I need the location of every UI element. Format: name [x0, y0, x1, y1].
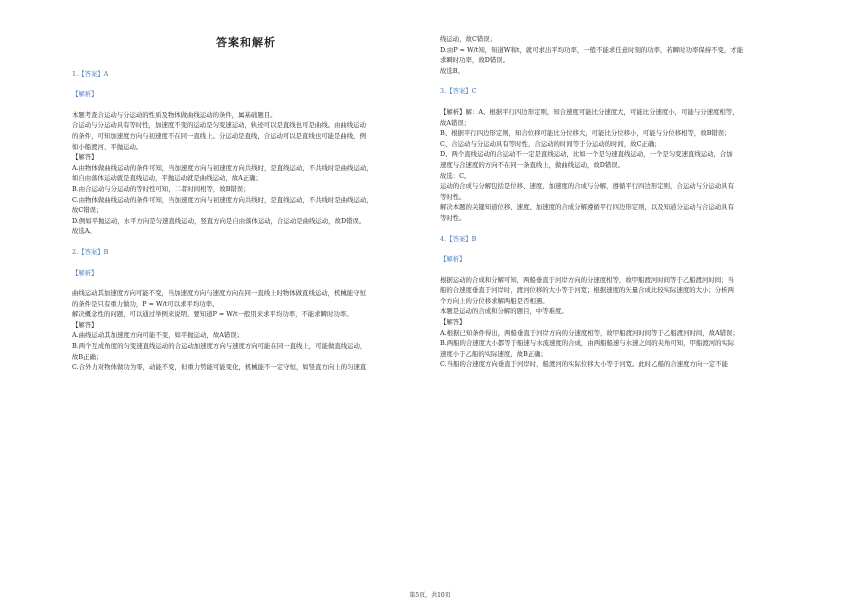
text-line: A.由物体做曲线运动的条件可知，当加速度方向与初速度方向共线时，是直线运动，不共线时是曲线运动，: [72, 163, 373, 172]
text-line: 船的合速度垂直于河岸时，渡河位移的大小等于河宽；根据速度的矢量合成比较实际速度的大小；分析两: [440, 286, 734, 295]
text-line: C.当船的合速度方向垂直于河岸时，船渡河的实际位移大小等于河宽。此时乙船的合速度方向一定不能: [440, 360, 728, 369]
text-line: B.由合运动与分运动的等时性可知，二者时间相等，故B错误；: [72, 184, 250, 193]
left-column: [72, 0, 420, 373]
text-line: 本题考查合运动与分运动的性质及物体做曲线运动的条件，属基础题目。: [72, 110, 277, 119]
text-line: C.由物体做曲线运动的条件可知，当加速度方向与初速度方向共线时，是直线运动，不共线时是曲线运动，: [72, 195, 373, 204]
text-line: D.例如平抛运动，水平方向是匀速直线运动，竖直方向是自由落体运动，合运动是曲线运动，故D错误。: [72, 216, 366, 225]
text-line: 曲线运动其加速度方向可能不变，当加速度方向与速度方向在同一直线上时物体做直线运动，机械能守恒: [72, 289, 366, 298]
spacer: [440, 97, 788, 107]
text-line: 本题是运动的合成和分解的题目，中等难度。: [440, 307, 568, 316]
text-line: C、合运动与分运动具有等时性，合运动的时间等于分运动的时间，故C正确；: [440, 139, 661, 148]
text-line: 【解答】: [72, 320, 98, 329]
answer-heading: 2.【答案】B: [72, 247, 109, 256]
text-line: 求瞬时功率，故D错误。: [440, 56, 510, 65]
text-line: 如小船渡河、平抛运动。: [72, 142, 143, 151]
spacer: [440, 224, 788, 234]
text-line: A.根据已知条件得出，两船垂直于河岸方向的分速度相等，故甲船渡河时间等于乙船渡河时间，故A错误；: [440, 328, 739, 337]
text-line: 解决概念性的问题，可以通过举例来说明，要知道P = W/t一般用来求平均功率，不能求瞬时功率。: [72, 310, 353, 319]
text-line: D、两个直线运动的合运动不一定是直线运动，比如一个是匀速直线运动，一个是匀变速直线运动，合加: [440, 150, 733, 159]
text-line: 个方向上的分位移求解两船是否相遇。: [440, 296, 549, 305]
text-line: 合运动与分运动具有等时性，加速度不变的运动是匀变速运动，轨迹可以是直线也可是曲线。由曲线运动: [72, 121, 366, 130]
text-line: 【解答】: [72, 153, 98, 162]
spacer: [72, 100, 420, 110]
answer-heading: 3.【答案】C: [440, 87, 477, 96]
text-line: 故C错误；: [72, 206, 103, 215]
text-line: 如自由落体运动就是直线运动，平抛运动就是曲线运动，故A正确；: [72, 174, 262, 183]
analysis-heading: 【解析】: [72, 90, 98, 99]
page-title: 答案和解析: [216, 36, 276, 49]
page-footer: 第5页，共10页: [409, 592, 451, 599]
spacer: [72, 278, 420, 288]
text-line: 故选A。: [72, 227, 96, 236]
text-line: 故B正确；: [72, 352, 103, 361]
answer-heading: 1.【答案】A: [72, 69, 109, 78]
text-line: 线运动，故C错误；: [440, 35, 497, 43]
spacer: [72, 258, 420, 268]
text-line: B、根据平行四边形定则，知合位移可能比分位移大，可能比分位移小，可能与分位移相等，故B错误；: [440, 129, 731, 138]
spacer: [440, 76, 788, 86]
text-line: 故A错误；: [440, 118, 471, 127]
text-line: B.两船的合速度大小都等于船速与水流速度的合成，由两船船速与水速之间的夹角可知，甲船渡河的实际: [440, 339, 735, 348]
text-line: D.由P = W/t知，知道W和t，就可求出平均功率，一般不能求任意时刻的功率，若瞬时功率保持不变，才能: [440, 45, 744, 54]
text-line: 速度与合速度的方向不在同一条直线上，做曲线运动，故D错误。: [440, 160, 625, 169]
text-line: C.合外力对物体做功为零，动能不变，但重力势能可能变化，机械能不一定守恒，如竖直方向上的匀速直: [72, 363, 367, 372]
text-line: 【解析】解：A、根据平行四边形定则，知合速度可能比分速度大，可能比分速度小，可能与分速度相等，: [440, 107, 739, 116]
right-column: [440, 34, 788, 370]
spacer: [440, 244, 788, 254]
text-line: 等时性。: [440, 213, 466, 222]
spacer: [440, 265, 788, 275]
text-line: 根据运动的合成和分解可知，两船垂直于河岸方向的分速度相等，故甲船渡河时间等于乙船渡河时间；当: [440, 275, 734, 284]
answer-heading: 4.【答案】B: [440, 234, 477, 243]
spacer: [72, 79, 420, 89]
text-line: 【解答】: [440, 318, 466, 327]
analysis-heading: 【解析】: [440, 255, 466, 264]
text-line: A.曲线运动其加速度方向可能不变，如平抛运动，故A错误；: [72, 331, 244, 340]
left-column-body: [72, 69, 420, 373]
text-line: 解决本题的关键知道位移、速度、加速度的合成分解遵循平行四边形定则，以及知道分运动与合运动具有: [440, 203, 734, 212]
text-line: 的条件，可知加速度方向与初速度不在同一直线上。分运动是直线，合运动可以是直线也可能是曲线，例: [72, 131, 366, 140]
text-line: 故选：C。: [440, 171, 471, 180]
text-line: 的条件是只有重力做功，P = W/t可以求平均功率。: [72, 299, 219, 308]
right-column-body: [440, 34, 788, 370]
text-line: 运动的合成与分解包括是位移、速度、加速度的合成与分解，遵循平行四边形定则，合运动与分运动具有: [440, 182, 734, 191]
text-line: B.两个互成角度的匀变速直线运动的合运动加速度方向与速度方向可能在同一直线上，可能做直线运动，: [72, 342, 367, 351]
text-line: 等时性。: [440, 192, 466, 201]
text-line: 故选B。: [440, 66, 464, 75]
text-line: 速度小于乙船的实际速度，故B正确；: [440, 349, 547, 358]
spacer: [72, 237, 420, 247]
analysis-heading: 【解析】: [72, 268, 98, 277]
